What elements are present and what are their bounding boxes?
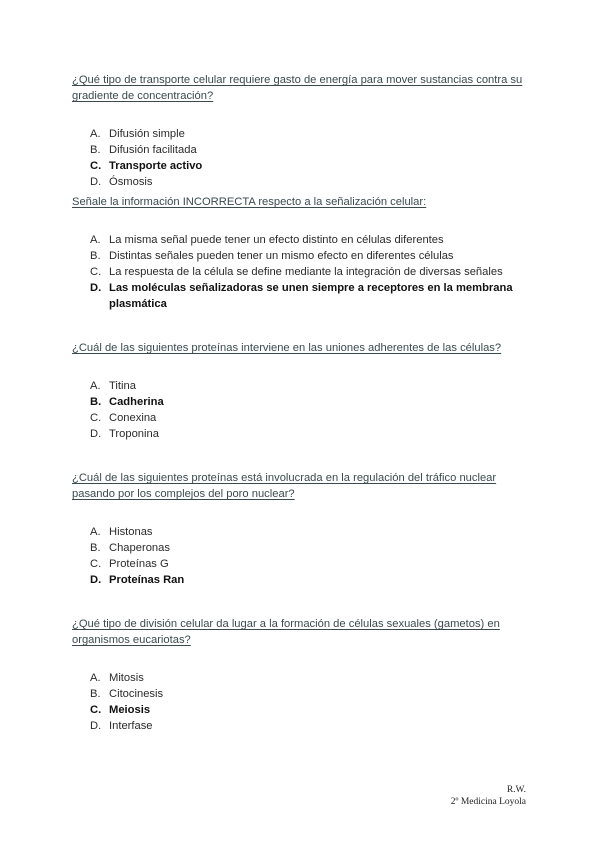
option-b xyxy=(90,540,530,556)
option-text: La misma señal puede tener un efecto distinto en células diferentes xyxy=(109,234,444,246)
option-text: Proteínas Ran xyxy=(109,574,185,587)
option-letter: D. xyxy=(90,176,102,189)
question-5-prompt: ¿Qué tipo de división celular da lugar a la formación de células sexuales (gametos) en organismos eucariotas? xyxy=(72,618,500,646)
option-b xyxy=(90,142,530,158)
option-letter: A. xyxy=(90,526,101,538)
option-text: Histonas xyxy=(109,526,153,538)
option-letter: D. xyxy=(90,720,102,733)
option-text: Las moléculas señalizadoras se unen siempre a receptores en la membrana plasmática xyxy=(109,282,513,311)
option-d xyxy=(90,718,530,734)
question-4-options xyxy=(90,524,530,588)
question-2-prompt: Señale la información INCORRECTA respecto a la señalización celular: xyxy=(72,196,427,208)
option-text: La respuesta de la célula se define mediante la integración de diversas señales xyxy=(109,266,503,279)
option-text: Difusión simple xyxy=(109,128,185,140)
option-letter: B. xyxy=(90,250,101,263)
option-text: Proteínas G xyxy=(109,558,169,571)
question-3-prompt: ¿Cuál de las siguientes proteínas interviene en las uniones adherentes de las células? xyxy=(72,342,502,354)
question-5-options xyxy=(90,670,530,734)
option-d xyxy=(90,280,530,312)
option-d xyxy=(90,426,530,442)
option-a xyxy=(90,232,530,248)
option-text: Meiosis xyxy=(109,704,151,717)
option-c xyxy=(90,158,530,174)
option-text: Transporte activo xyxy=(109,160,203,173)
option-letter: B. xyxy=(90,396,102,409)
option-c xyxy=(90,556,530,572)
footer-signature xyxy=(451,784,526,808)
option-c xyxy=(90,410,530,426)
option-letter: B. xyxy=(90,542,101,555)
option-letter: C. xyxy=(90,704,102,717)
option-text: Mitosis xyxy=(109,672,144,684)
option-a xyxy=(90,524,530,540)
option-text: Cadherina xyxy=(109,396,164,409)
option-letter: C. xyxy=(90,160,102,173)
option-letter: C. xyxy=(90,412,102,425)
question-4-prompt: ¿Cuál de las siguientes proteínas está involucrada en la regulación del tráfico nuclear pasando por los complejos del poro nuclear? xyxy=(72,472,497,500)
option-text: Chaperonas xyxy=(109,542,170,555)
option-letter: B. xyxy=(90,688,101,701)
question-3-options xyxy=(90,378,530,442)
footer-course: 2º Medicina Loyola xyxy=(450,797,526,807)
option-letter: A. xyxy=(90,380,101,392)
option-text: Ósmosis xyxy=(109,176,153,189)
option-a xyxy=(90,126,530,142)
option-b xyxy=(90,686,530,702)
option-c xyxy=(90,264,530,280)
question-2-options xyxy=(90,232,530,312)
option-text: Difusión facilitada xyxy=(109,144,197,157)
option-letter: A. xyxy=(90,672,101,684)
option-b xyxy=(90,394,530,410)
option-d xyxy=(90,572,530,588)
option-b xyxy=(90,248,530,264)
option-letter: B. xyxy=(90,144,101,157)
option-d xyxy=(90,174,530,190)
option-text: Conexina xyxy=(109,412,157,425)
question-1-options xyxy=(90,126,530,190)
option-text: Troponina xyxy=(109,428,159,441)
option-letter: A. xyxy=(90,128,101,140)
option-letter: D. xyxy=(90,428,102,441)
option-a xyxy=(90,670,530,686)
option-text: Distintas señales pueden tener un mismo efecto en diferentes células xyxy=(109,250,454,263)
option-a xyxy=(90,378,530,394)
option-letter: D. xyxy=(90,282,102,295)
option-text: Citocinesis xyxy=(109,688,164,701)
option-text: Interfase xyxy=(109,720,153,733)
option-letter: C. xyxy=(90,266,102,279)
question-1-prompt: ¿Qué tipo de transporte celular requiere gasto de energía para mover sustancias contra su gradiente de concentración? xyxy=(72,74,523,102)
footer-author: R.W. xyxy=(506,785,526,795)
option-text: Titina xyxy=(109,380,136,392)
option-letter: A. xyxy=(90,234,101,246)
option-c xyxy=(90,702,530,718)
option-letter: C. xyxy=(90,558,102,571)
option-letter: D. xyxy=(90,574,102,587)
